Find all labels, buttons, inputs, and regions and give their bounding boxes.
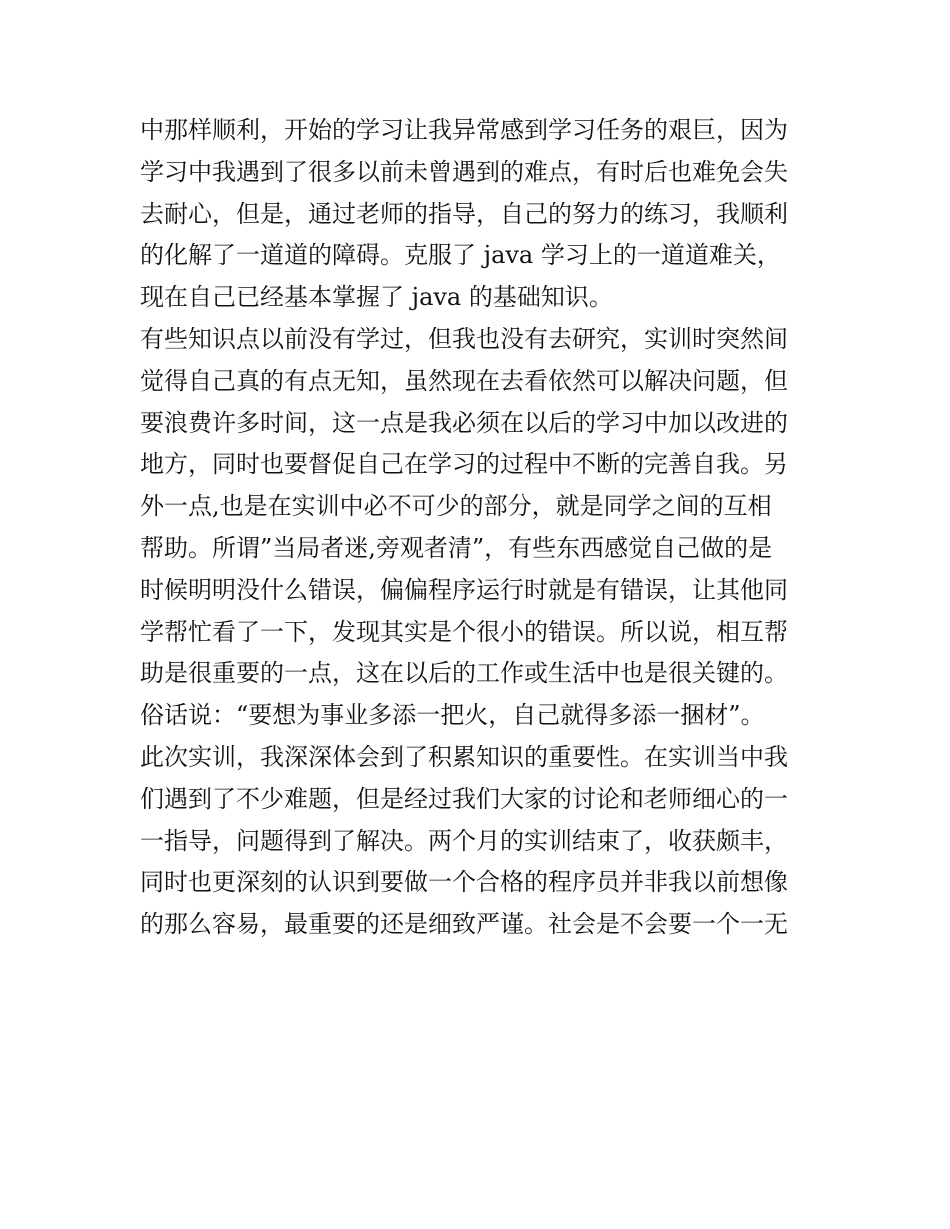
text-line: 要浪费许多时间，这一点是我必须在以后的学习中加以改进的 — [140, 408, 788, 437]
text-line: 现在自己已经基本掌握了 java 的基础知识。 — [140, 283, 613, 312]
text-line: 们遇到了不少难题，但是经过我们大家的讨论和老师细心的一 — [140, 784, 788, 813]
text-line: 有些知识点以前没有学过，但我也没有去研究，实训时突然间 — [140, 324, 788, 353]
text-line: 的那么容易，最重要的还是细致严谨。社会是不会要一个一无 — [140, 910, 788, 939]
text-line: 地方，同时也要督促自己在学习的过程中不断的完善自我。另 — [140, 450, 788, 479]
text-line: 助是很重要的一点，这在以后的工作或生活中也是很关键的。 — [140, 659, 788, 688]
text-line: 的化解了一道道的障碍。克服了 java 学习上的一道道难关， — [140, 241, 781, 270]
text-line: 俗话说：“要想为事业多添一把火，自己就得多添一捆材”。 — [140, 701, 765, 730]
text-line: 此次实训，我深深体会到了积累知识的重要性。在实训当中我 — [140, 742, 788, 771]
text-line: 外一点,也是在实训中必不可少的部分，就是同学之间的互相 — [140, 492, 772, 521]
text-line: 中那样顺利，开始的学习让我异常感到学习任务的艰巨，因为 — [140, 116, 788, 144]
body-text — [140, 110, 840, 946]
text-line: 学帮忙看了一下，发现其实是个很小的错误。所以说，相互帮 — [140, 617, 788, 646]
text-line: 去耐心，但是，通过老师的指导，自己的努力的练习，我顺利 — [140, 199, 788, 228]
text-line: 同时也更深刻的认识到要做一个合格的程序员并非我以前想像 — [140, 868, 788, 897]
text-line: 时候明明没什么错误，偏偏程序运行时就是有错误，让其他同 — [140, 575, 788, 604]
text-line: 帮助。所谓”当局者迷,旁观者清”，有些东西感觉自己做的是 — [140, 533, 773, 562]
text-line: 学习中我遇到了很多以前未曾遇到的难点，有时后也难免会失 — [140, 157, 788, 186]
text-line: 一指导，问题得到了解决。两个月的实训结束了，收获颇丰， — [140, 826, 788, 855]
text-line: 觉得自己真的有点无知，虽然现在去看依然可以解决问题，但 — [140, 366, 788, 395]
